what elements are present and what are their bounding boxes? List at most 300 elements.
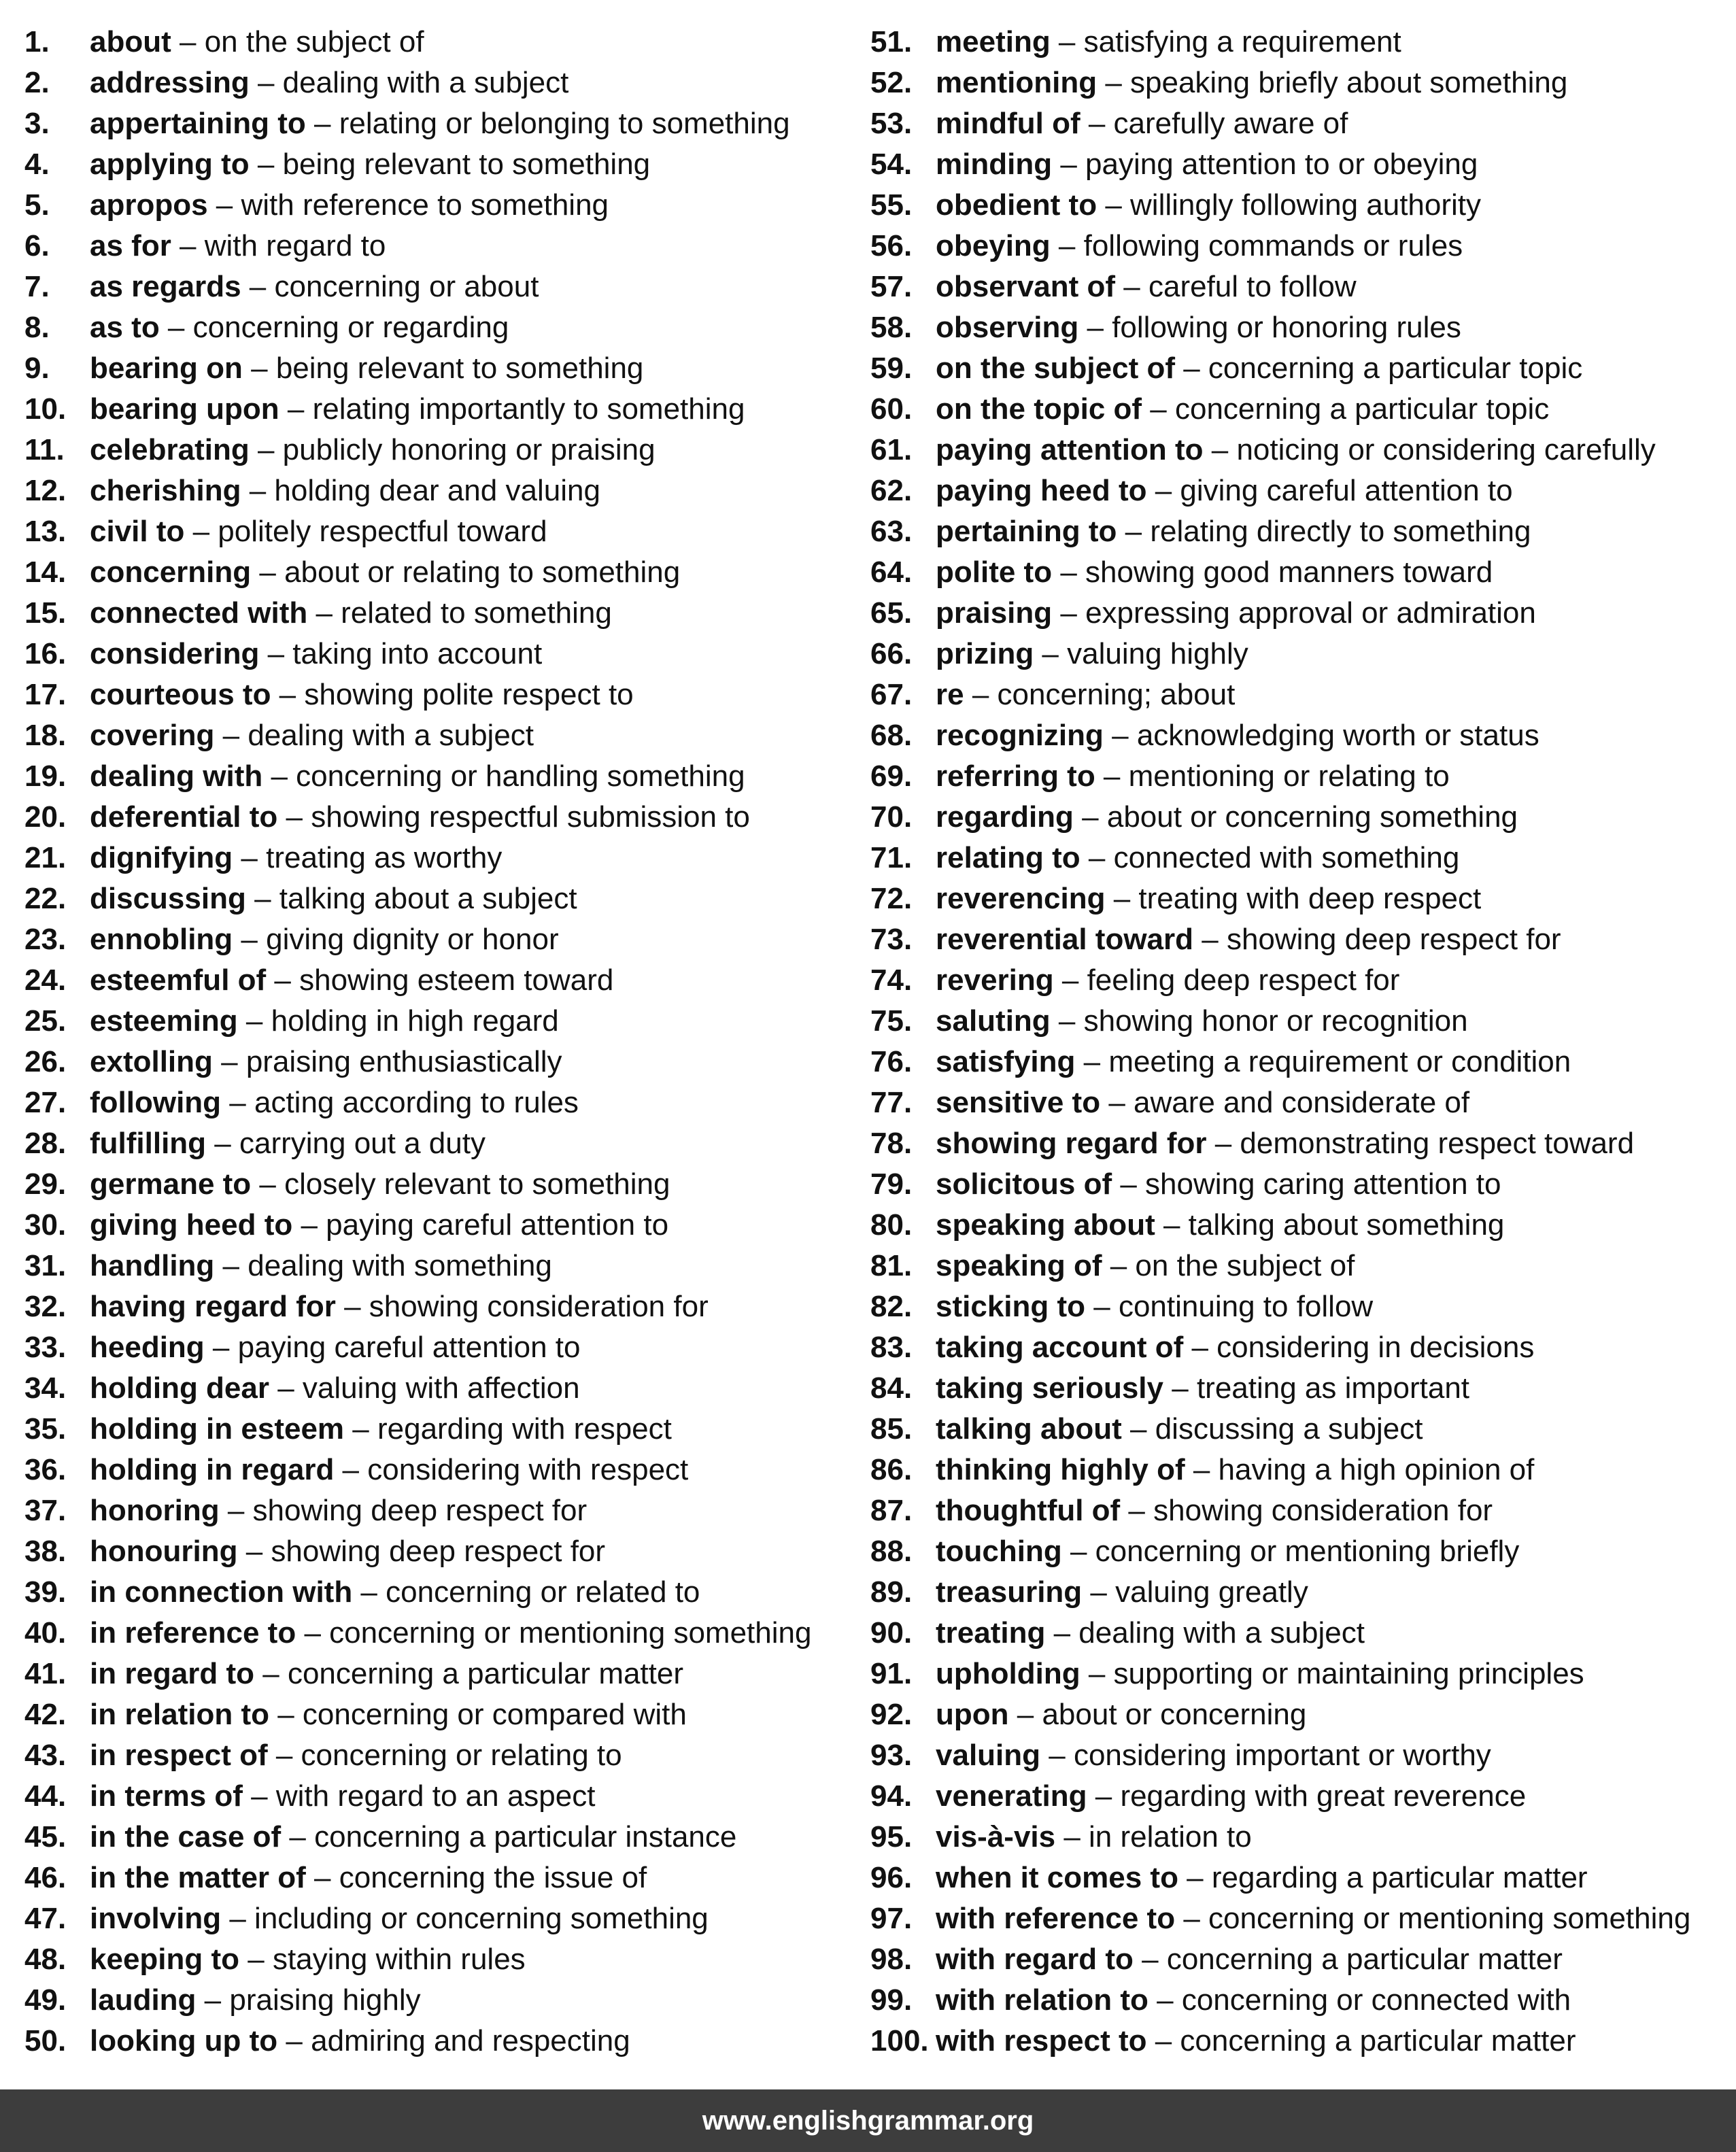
item-definition: concerning or regarding: [192, 311, 509, 344]
item-term: following: [90, 1086, 222, 1119]
item-separator: –: [1183, 1331, 1217, 1364]
item-separator: –: [1175, 352, 1208, 385]
item-separator: –: [305, 1861, 339, 1894]
item-term: lauding: [90, 1983, 197, 2017]
item-separator: –: [1121, 1412, 1155, 1446]
item-definition: on the subject of: [1135, 1249, 1355, 1282]
list-item: [24, 797, 868, 838]
item-term: praising: [936, 596, 1053, 630]
item-number: 86.: [870, 1453, 913, 1486]
list-item: [24, 185, 868, 226]
item-definition: showing consideration for: [1153, 1494, 1493, 1527]
item-separator: –: [171, 229, 205, 262]
item-number: 78.: [870, 1127, 913, 1160]
item-term: observing: [936, 311, 1079, 344]
list-item: [870, 1817, 1727, 1858]
item-number: 19.: [24, 759, 67, 793]
item-definition: considering in decisions: [1216, 1331, 1535, 1364]
item-term: obedient to: [936, 188, 1097, 222]
item-term: polite to: [936, 556, 1053, 589]
list-item: [870, 1939, 1727, 1980]
item-number: 39.: [24, 1575, 67, 1609]
item-number: 55.: [870, 188, 913, 222]
item-term: upholding: [936, 1657, 1080, 1690]
item-definition: dealing with something: [248, 1249, 552, 1282]
item-definition: on the subject of: [204, 25, 424, 58]
item-number: 57.: [870, 270, 913, 303]
item-term: on the topic of: [936, 392, 1142, 426]
item-term: with respect to: [936, 2024, 1147, 2057]
item-term: when it comes to: [936, 1861, 1178, 1894]
item-separator: –: [204, 1331, 238, 1364]
item-number: 21.: [24, 841, 67, 874]
list-item: [870, 226, 1727, 267]
item-separator: –: [1112, 1167, 1146, 1201]
item-definition: talking about something: [1188, 1208, 1505, 1242]
item-term: holding in regard: [90, 1453, 335, 1486]
item-number: 47.: [24, 1902, 67, 1935]
item-separator: –: [242, 1779, 276, 1813]
list-item: [870, 185, 1727, 226]
item-separator: –: [1055, 1820, 1089, 1854]
item-definition: admiring and respecting: [311, 2024, 630, 2057]
list-item: [870, 1123, 1727, 1164]
item-definition: concerning or mentioning briefly: [1095, 1535, 1520, 1568]
item-term: heeding: [90, 1331, 205, 1364]
item-term: honoring: [90, 1494, 220, 1527]
item-term: meeting: [936, 25, 1051, 58]
item-definition: showing caring attention to: [1145, 1167, 1501, 1201]
list-item: [870, 307, 1727, 348]
list-item: [870, 1898, 1727, 1939]
item-number: 99.: [870, 1983, 913, 2017]
list-item: [24, 960, 868, 1001]
item-separator: –: [1050, 25, 1084, 58]
list-item: [870, 878, 1727, 919]
item-number: 87.: [870, 1494, 913, 1527]
item-separator: –: [239, 1943, 273, 1976]
item-term: re: [936, 678, 964, 711]
item-term: showing regard for: [936, 1127, 1207, 1160]
list-item: [870, 471, 1727, 511]
item-separator: –: [262, 759, 296, 793]
item-number: 42.: [24, 1698, 67, 1731]
list-item: [24, 1776, 868, 1817]
item-term: holding in esteem: [90, 1412, 345, 1446]
item-definition: acting according to rules: [254, 1086, 579, 1119]
item-term: honouring: [90, 1535, 238, 1568]
item-definition: feeling deep respect for: [1087, 963, 1400, 997]
list-item: [24, 1042, 868, 1082]
item-term: covering: [90, 719, 215, 752]
item-term: saluting: [936, 1004, 1051, 1038]
list-item: [24, 1164, 868, 1205]
item-term: upon: [936, 1698, 1009, 1731]
item-number: 67.: [870, 678, 913, 711]
list-item: [870, 593, 1727, 634]
item-term: dealing with: [90, 759, 263, 793]
item-number: 49.: [24, 1983, 67, 2017]
item-definition: with regard to: [204, 229, 386, 262]
item-term: in the case of: [90, 1820, 282, 1854]
item-separator: –: [1206, 1127, 1240, 1160]
item-definition: with regard to an aspect: [275, 1779, 596, 1813]
item-term: in the matter of: [90, 1861, 306, 1894]
item-number: 89.: [870, 1575, 913, 1609]
list-item: [24, 593, 868, 634]
item-number: 85.: [870, 1412, 913, 1446]
item-number: 1.: [24, 25, 50, 58]
item-term: as regards: [90, 270, 241, 303]
item-number: 9.: [24, 352, 50, 385]
item-separator: –: [171, 25, 205, 58]
item-separator: –: [1095, 759, 1129, 793]
item-separator: –: [1142, 392, 1175, 426]
item-definition: considering with respect: [367, 1453, 689, 1486]
item-definition: with reference to something: [241, 188, 609, 222]
item-term: esteemful of: [90, 963, 267, 997]
list-item: [870, 1246, 1727, 1286]
item-definition: giving careful attention to: [1180, 474, 1513, 507]
item-separator: –: [1097, 66, 1131, 99]
item-number: 71.: [870, 841, 913, 874]
item-separator: –: [1155, 1208, 1189, 1242]
item-definition: following commands or rules: [1083, 229, 1463, 262]
item-separator: –: [281, 1820, 315, 1854]
item-separator: –: [271, 678, 305, 711]
item-separator: –: [251, 1167, 285, 1201]
item-separator: –: [1120, 1494, 1154, 1527]
item-definition: concerning or mentioning something: [329, 1616, 812, 1650]
list-item: [870, 1164, 1727, 1205]
item-separator: –: [1061, 1535, 1095, 1568]
item-term: addressing: [90, 66, 250, 99]
item-definition: praising highly: [229, 1983, 421, 2017]
list-item: [870, 1735, 1727, 1776]
item-number: 54.: [870, 148, 913, 181]
item-definition: talking about a subject: [279, 882, 577, 915]
item-definition: relating or belonging to something: [339, 107, 790, 140]
item-definition: paying careful attention to: [326, 1208, 669, 1242]
item-number: 96.: [870, 1861, 913, 1894]
item-term: obeying: [936, 229, 1051, 262]
item-definition: showing polite respect to: [304, 678, 634, 711]
item-number: 97.: [870, 1902, 913, 1935]
item-term: prizing: [936, 637, 1034, 670]
item-separator: –: [1117, 515, 1151, 548]
list-item: [24, 1817, 868, 1858]
item-definition: acknowledging worth or status: [1136, 719, 1539, 752]
item-definition: discussing a subject: [1155, 1412, 1423, 1446]
item-number: 16.: [24, 637, 67, 670]
item-number: 32.: [24, 1290, 67, 1323]
item-number: 58.: [870, 311, 913, 344]
item-number: 41.: [24, 1657, 67, 1690]
item-number: 20.: [24, 800, 67, 834]
item-separator: –: [214, 1249, 248, 1282]
list-item: [870, 960, 1727, 1001]
item-number: 38.: [24, 1535, 67, 1568]
item-definition: showing honor or recognition: [1083, 1004, 1468, 1038]
item-definition: following or honoring rules: [1112, 311, 1461, 344]
list-item: [870, 1694, 1727, 1735]
item-term: treasuring: [936, 1575, 1083, 1609]
list-item: [870, 1450, 1727, 1490]
list-item: [24, 1898, 868, 1939]
footer-bar: [0, 2089, 1736, 2152]
item-term: with regard to: [936, 1943, 1134, 1976]
item-number: 100.: [870, 2024, 929, 2057]
list-item: [870, 756, 1727, 797]
item-definition: concerning a particular matter: [1180, 2024, 1576, 2057]
item-definition: relating directly to something: [1150, 515, 1531, 548]
list-item: [24, 1613, 868, 1654]
item-term: deferential to: [90, 800, 278, 834]
item-definition: showing esteem toward: [299, 963, 614, 997]
item-definition: speaking briefly about something: [1130, 66, 1568, 99]
item-separator: –: [1080, 107, 1114, 140]
item-definition: regarding with great reverence: [1120, 1779, 1527, 1813]
item-number: 75.: [870, 1004, 913, 1038]
item-term: handling: [90, 1249, 215, 1282]
item-separator: –: [207, 188, 241, 222]
item-definition: satisfying a requirement: [1083, 25, 1401, 58]
item-separator: –: [1050, 1004, 1084, 1038]
item-definition: relating importantly to something: [312, 392, 745, 426]
item-separator: –: [1034, 637, 1068, 670]
item-definition: mentioning or relating to: [1128, 759, 1450, 793]
item-definition: showing good manners toward: [1085, 556, 1493, 589]
item-number: 94.: [870, 1779, 913, 1813]
item-separator: –: [159, 311, 193, 344]
item-definition: about or concerning: [1042, 1698, 1307, 1731]
list-item: [24, 715, 868, 756]
item-separator: –: [1146, 2024, 1180, 2057]
list-item: [870, 1654, 1727, 1694]
item-number: 80.: [870, 1208, 913, 1242]
list-item: [870, 797, 1727, 838]
list-item: [24, 103, 868, 144]
item-separator: –: [1163, 1371, 1197, 1405]
item-number: 56.: [870, 229, 913, 262]
item-separator: –: [233, 841, 267, 874]
item-separator: –: [305, 107, 339, 140]
list-item: [24, 144, 868, 185]
item-term: celebrating: [90, 433, 250, 466]
list-item: [870, 1613, 1727, 1654]
item-number: 10.: [24, 392, 67, 426]
item-number: 79.: [870, 1167, 913, 1201]
item-number: 26.: [24, 1045, 67, 1078]
item-separator: –: [245, 882, 279, 915]
item-term: solicitous of: [936, 1167, 1112, 1201]
item-term: esteeming: [90, 1004, 238, 1038]
item-term: fulfilling: [90, 1127, 207, 1160]
item-definition: taking into account: [292, 637, 543, 670]
item-number: 91.: [870, 1657, 913, 1690]
item-number: 27.: [24, 1086, 67, 1119]
item-number: 95.: [870, 1820, 913, 1854]
item-separator: –: [212, 1045, 246, 1078]
item-term: germane to: [90, 1167, 252, 1201]
item-term: looking up to: [90, 2024, 278, 2057]
item-term: apropos: [90, 188, 208, 222]
item-separator: –: [1082, 1575, 1116, 1609]
item-definition: concerning or relating to: [301, 1739, 622, 1772]
item-number: 14.: [24, 556, 67, 589]
item-term: involving: [90, 1902, 222, 1935]
item-separator: –: [1103, 719, 1137, 752]
item-separator: –: [352, 1575, 386, 1609]
item-term: as for: [90, 229, 171, 262]
item-number: 59.: [870, 352, 913, 385]
item-number: 17.: [24, 678, 67, 711]
item-definition: concerning or about: [274, 270, 539, 303]
item-number: 88.: [870, 1535, 913, 1568]
list-item: [870, 2021, 1727, 2062]
item-number: 8.: [24, 311, 50, 344]
item-term: having regard for: [90, 1290, 336, 1323]
item-number: 70.: [870, 800, 913, 834]
item-definition: publicly honoring or praising: [282, 433, 656, 466]
item-separator: –: [277, 800, 311, 834]
item-term: mentioning: [936, 66, 1097, 99]
list-item: [24, 1939, 868, 1980]
item-number: 35.: [24, 1412, 67, 1446]
item-number: 66.: [870, 637, 913, 670]
item-separator: –: [269, 1371, 303, 1405]
item-definition: showing consideration for: [369, 1290, 709, 1323]
item-number: 76.: [870, 1045, 913, 1078]
item-definition: concerning or connected with: [1181, 1983, 1571, 2017]
list-item: [24, 1490, 868, 1531]
item-term: courteous to: [90, 678, 271, 711]
list-item: [870, 634, 1727, 674]
item-separator: –: [335, 1290, 369, 1323]
item-definition: willingly following authority: [1130, 188, 1482, 222]
item-definition: concerning the issue of: [339, 1861, 647, 1894]
list-item: [24, 1368, 868, 1409]
item-separator: –: [1073, 800, 1107, 834]
list-item: [870, 1980, 1727, 2021]
item-number: 2.: [24, 66, 50, 99]
item-definition: valuing greatly: [1115, 1575, 1308, 1609]
item-number: 30.: [24, 1208, 67, 1242]
item-term: discussing: [90, 882, 246, 915]
list-item: [870, 1490, 1727, 1531]
item-separator: –: [1078, 311, 1112, 344]
item-definition: concerning or mentioning something: [1208, 1902, 1691, 1935]
item-definition: praising enthusiastically: [245, 1045, 562, 1078]
item-number: 11.: [24, 433, 65, 466]
list-item: [24, 919, 868, 960]
item-definition: showing deep respect for: [252, 1494, 588, 1527]
item-number: 36.: [24, 1453, 67, 1486]
item-definition: carrying out a duty: [239, 1127, 486, 1160]
list-item: [870, 1858, 1727, 1898]
item-definition: carefully aware of: [1113, 107, 1348, 140]
item-separator: –: [237, 1535, 271, 1568]
item-definition: concerning a particular topic: [1208, 352, 1583, 385]
item-term: sensitive to: [936, 1086, 1101, 1119]
item-term: speaking of: [936, 1249, 1102, 1282]
list-item: [24, 471, 868, 511]
item-definition: staying within rules: [272, 1943, 526, 1976]
item-definition: careful to follow: [1148, 270, 1357, 303]
item-term: reverential toward: [936, 923, 1194, 956]
item-number: 15.: [24, 596, 67, 630]
item-definition: showing deep respect for: [271, 1535, 606, 1568]
item-definition: dealing with a subject: [282, 66, 569, 99]
list-item: [24, 552, 868, 593]
list-item: [24, 348, 868, 389]
item-term: in regard to: [90, 1657, 255, 1690]
item-definition: dealing with a subject: [248, 719, 534, 752]
item-number: 31.: [24, 1249, 67, 1282]
item-number: 60.: [870, 392, 913, 426]
item-number: 77.: [870, 1086, 913, 1119]
item-definition: related to something: [341, 596, 612, 630]
item-number: 69.: [870, 759, 913, 793]
item-number: 37.: [24, 1494, 67, 1527]
item-definition: concerning a particular topic: [1174, 392, 1550, 426]
list-item: [24, 267, 868, 307]
item-separator: –: [249, 66, 283, 99]
item-separator: –: [269, 1698, 303, 1731]
item-term: in connection with: [90, 1575, 353, 1609]
item-separator: –: [279, 392, 313, 426]
list-item: [24, 1694, 868, 1735]
item-number: 44.: [24, 1779, 67, 1813]
list-item: [24, 1450, 868, 1490]
list-item: [870, 674, 1727, 715]
item-number: 12.: [24, 474, 67, 507]
item-number: 48.: [24, 1943, 67, 1976]
item-number: 82.: [870, 1290, 913, 1323]
item-term: dignifying: [90, 841, 233, 874]
item-definition: giving dignity or honor: [266, 923, 559, 956]
item-definition: showing respectful submission to: [311, 800, 750, 834]
item-number: 34.: [24, 1371, 67, 1405]
list-item: [24, 1980, 868, 2021]
footer-site-link[interactable]: www.englishgrammar.org: [702, 2106, 1034, 2136]
item-number: 23.: [24, 923, 67, 956]
item-number: 45.: [24, 1820, 67, 1854]
item-separator: –: [334, 1453, 368, 1486]
item-number: 46.: [24, 1861, 67, 1894]
item-term: with reference to: [936, 1902, 1176, 1935]
item-term: taking account of: [936, 1331, 1184, 1364]
item-term: cherishing: [90, 474, 241, 507]
item-number: 13.: [24, 515, 67, 548]
item-term: with relation to: [936, 1983, 1148, 2017]
item-term: vis-à-vis: [936, 1820, 1056, 1854]
list-item: [870, 144, 1727, 185]
item-separator: –: [292, 1208, 326, 1242]
item-separator: –: [296, 1616, 330, 1650]
item-separator: –: [1133, 1943, 1167, 1976]
item-separator: –: [241, 270, 275, 303]
item-term: valuing: [936, 1739, 1041, 1772]
item-definition: dealing with a subject: [1078, 1616, 1365, 1650]
item-separator: –: [1075, 1045, 1109, 1078]
list-item: [870, 1001, 1727, 1042]
item-term: touching: [936, 1535, 1062, 1568]
list-item: [870, 1205, 1727, 1246]
list-item: [24, 22, 868, 63]
item-term: connected with: [90, 596, 308, 630]
item-term: bearing upon: [90, 392, 279, 426]
